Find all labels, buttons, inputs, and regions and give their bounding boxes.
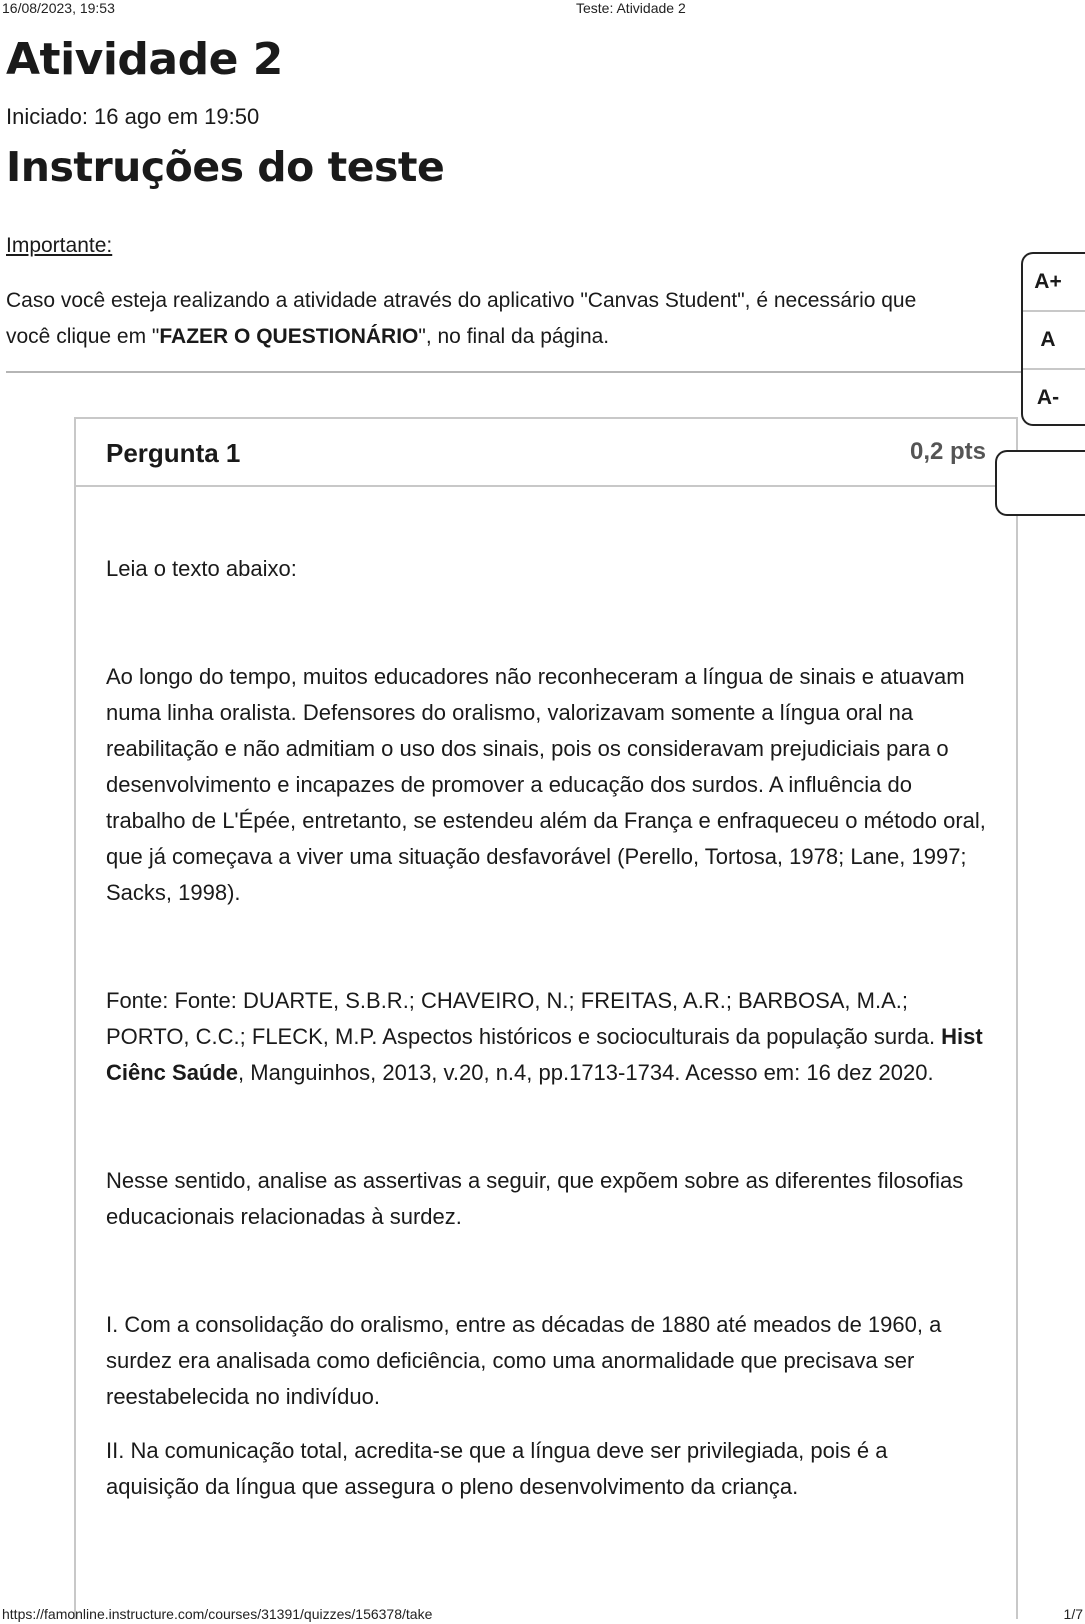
instructions-divider [6, 371, 1022, 373]
source-text-post: , Manguinhos, 2013, v.20, n.4, pp.1713-1734. Acesso em: 16 dez 2020. [238, 1060, 934, 1085]
instructions-line-2-pre: você clique em " [6, 325, 160, 348]
question-card [74, 417, 1018, 1619]
print-url: https://famonline.instructure.com/courses/31391/quizzes/156378/take [2, 1606, 433, 1622]
font-increase-button[interactable]: A+ [1023, 254, 1085, 312]
question-header [76, 419, 1016, 487]
print-header [0, 0, 1085, 18]
question-prompt: Nesse sentido, analise as assertivas a seguir, que expõem sobre as diferentes filosofias educacionais relacionadas à surdez. [106, 1168, 964, 1229]
instructions-text [6, 283, 1016, 355]
instructions-line-2-post: ", no final da página. [418, 325, 610, 348]
source-text-pre: Fonte: Fonte: DUARTE, S.B.R.; CHAVEIRO, N.; FREITAS, A.R.; BARBOSA, M.A.; PORTO, C.C.; FLECK, M.P. Aspectos históricos e socioculturais da população surda. [106, 988, 942, 1049]
question-points: 0,2 pts [909, 438, 986, 465]
question-body [76, 487, 1016, 1505]
important-label: Importante: [6, 234, 113, 257]
assertion-1: I. Com a consolidação do oralismo, entre as décadas de 1880 até meados de 1960, a surdez era analisada como deficiência, como uma anormalidade que precisava ser reestabelecida no indivíduo. [106, 1312, 942, 1409]
instructions-line-1: Caso você esteja realizando a atividade através do aplicativo "Canvas Student", é necessário que [6, 289, 917, 312]
question-lead: Leia o texto abaixo: [106, 556, 297, 581]
source-journal: Hist Ciênc Saúde [106, 1024, 983, 1085]
question-source [106, 911, 986, 1091]
instructions-title: Instruções do teste [6, 143, 445, 191]
print-page-number: 1/7 [1063, 1606, 1083, 1622]
side-panel-tab[interactable] [995, 450, 1085, 516]
instructions-line-2 [6, 319, 1016, 355]
page-title: Atividade 2 [6, 34, 283, 85]
started-timestamp: Iniciado: 16 ago em 19:50 [6, 104, 260, 129]
print-footer [0, 1604, 1085, 1624]
font-reset-button[interactable]: A [1023, 312, 1085, 370]
take-quiz-emphasis: FAZER O QUESTIONÁRIO [159, 325, 419, 348]
assertion-2: II. Na comunicação total, acredita-se que a língua deve ser privilegiada, pois é a aquisição da língua que assegura o pleno desenvolvimento da criança. [106, 1438, 888, 1499]
font-size-controls [1021, 252, 1085, 426]
question-passage: Ao longo do tempo, muitos educadores não reconheceram a língua de sinais e atuavam numa linha oralista. Defensores do oralismo, valorizavam somente a língua oral na reabilitação e não admitiam o uso dos sinais, pois os consideravam prejudiciais para o desenvolvimento e incapazes de promover a educação dos surdos. A influência do trabalho de L'Épée, entretanto, se estendeu além da França e enfraqueceu o método oral, que já começava a viver uma situação desfavorável (Perello, Tortosa, 1978; Lane, 1997; Sacks, 1998). [106, 664, 986, 905]
print-title: Teste: Atividade 2 [576, 0, 686, 16]
font-decrease-button[interactable]: A- [1036, 386, 1060, 409]
question-number: Pergunta 1 [106, 438, 241, 468]
print-date: 16/08/2023, 19:53 [2, 0, 115, 16]
